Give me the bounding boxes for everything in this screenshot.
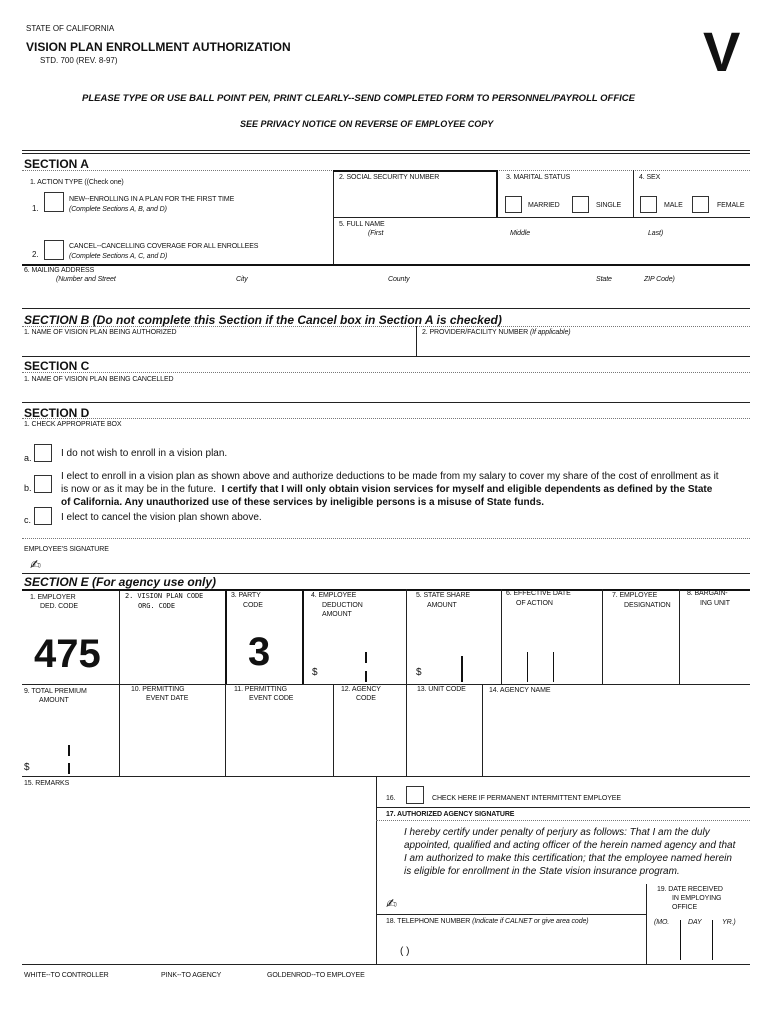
permanent-intermittent-label: CHECK HERE IF PERMANENT INTERMITTENT EMPLOYEE xyxy=(432,795,621,802)
option-c-letter: c. xyxy=(24,515,32,525)
ssn-label: 2. SOCIAL SECURITY NUMBER xyxy=(339,174,440,181)
employer-ded-code-value: 475 xyxy=(34,632,101,676)
effective-date-label: 6. EFFECTIVE DATE xyxy=(506,590,571,597)
permanent-intermittent-checkbox[interactable] xyxy=(406,786,424,804)
option-2-number: 2. xyxy=(32,250,39,259)
option-2-label: CANCEL--CANCELLING COVERAGE FOR ALL ENROLLEES xyxy=(69,243,259,250)
plan-cancelled-label: 1. NAME OF VISION PLAN BEING CANCELLED xyxy=(24,376,174,383)
day-hint: DAY xyxy=(688,919,702,926)
middle-name-hint: Middle xyxy=(510,230,531,237)
option-c-text: I elect to cancel the vision plan shown above. xyxy=(61,512,262,523)
event-date-label: EVENT DATE xyxy=(146,695,189,702)
event-code-label: EVENT CODE xyxy=(249,695,294,702)
agency-name-label: 14. AGENCY NAME xyxy=(489,687,551,694)
action-type-label: 1. ACTION TYPE ((Check one) xyxy=(30,179,124,186)
street-hint: (Number and Street xyxy=(56,276,116,283)
city-hint: City xyxy=(236,276,248,283)
employer-label: 1. EMPLOYER xyxy=(30,594,76,601)
female-label: FEMALE xyxy=(717,202,745,209)
party-code-value: 3 xyxy=(248,630,271,674)
pink-copy-label: PINK--TO AGENCY xyxy=(161,972,222,979)
section-d-title: SECTION D xyxy=(24,406,90,420)
deduction-label: DEDUCTION xyxy=(322,602,363,609)
check-appropriate-label: 1. CHECK APPROPRIATE BOX xyxy=(24,421,122,428)
office-label: OFFICE xyxy=(672,904,698,911)
employee-deduction-label: 4. EMPLOYEE xyxy=(311,592,357,599)
section-e-title: SECTION E (For agency use only) xyxy=(24,575,217,589)
telephone-label: 18. TELEPHONE NUMBER (Indicate if CALNET or give area code) xyxy=(386,918,589,925)
plan-authorized-label: 1. NAME OF VISION PLAN BEING AUTHORIZED xyxy=(24,329,177,336)
first-name-hint: (First xyxy=(368,230,384,237)
dollar-sign-5: $ xyxy=(416,667,422,678)
male-checkbox[interactable] xyxy=(640,196,657,213)
instruction-text: PLEASE TYPE OR USE BALL POINT PEN, PRINT CLEARLY--SEND COMPLETED FORM TO PERSONNEL/PAYROLL OFFICE xyxy=(82,93,635,104)
cancel-checkbox[interactable] xyxy=(44,240,64,260)
party-code-label: CODE xyxy=(243,602,263,609)
no-enroll-checkbox[interactable] xyxy=(34,444,52,462)
provider-number-label: 2. PROVIDER/FACILITY NUMBER (If applicable) xyxy=(422,329,571,336)
white-copy-label: WHITE--TO CONTROLLER xyxy=(24,972,109,979)
goldenrod-copy-label: GOLDENROD--TO EMPLOYEE xyxy=(267,972,365,979)
date-received-label: 19. DATE RECEIVED xyxy=(657,886,723,893)
new-enrolling-checkbox[interactable] xyxy=(44,192,64,212)
mailing-address-label: 6. MAILING ADDRESS xyxy=(24,267,95,274)
authorized-signature-field[interactable] xyxy=(400,886,640,912)
form-letter: V xyxy=(703,20,741,83)
remarks-label: 15. REMARKS xyxy=(24,780,70,787)
dollar-sign-4: $ xyxy=(312,667,318,678)
section-a-title: SECTION A xyxy=(24,157,89,171)
option-a-letter: a. xyxy=(24,453,32,463)
of-action-label: OF ACTION xyxy=(516,600,553,607)
female-checkbox[interactable] xyxy=(692,196,709,213)
party-label: 3. PARTY xyxy=(231,592,261,599)
male-label: MALE xyxy=(664,202,683,209)
ssn-input[interactable] xyxy=(333,170,498,217)
form-title: VISION PLAN ENROLLMENT AUTHORIZATION xyxy=(26,40,291,54)
option-b-text: I elect to enroll in a vision plan as shown above and authorize deductions to be made from my salary to cover my share of the cost of enrollment as it is now or as it may be in the future. I certify that I will only obtain vision services for myself and eligible dependents as defined by the State of California. Any unauthorized use of these services by ineligible persons is a misuse of State funds. xyxy=(61,471,719,508)
year-hint: YR.) xyxy=(722,919,736,926)
state-label: STATE OF CALIFORNIA xyxy=(26,24,115,33)
bargaining-unit-label: ING UNIT xyxy=(700,600,730,607)
privacy-notice: SEE PRIVACY NOTICE ON REVERSE OF EMPLOYEE COPY xyxy=(240,119,494,129)
zip-hint: ZIP Code) xyxy=(644,276,675,283)
permitting-event-date-label: 10. PERMITTING xyxy=(131,686,185,693)
bargaining-label: 8. BARGAIN- xyxy=(687,590,728,597)
state-share-label: 5. STATE SHARE xyxy=(416,592,470,599)
option-b-letter: b. xyxy=(24,483,32,493)
option-1-label: NEW--ENROLLING IN A PLAN FOR THE FIRST TIME xyxy=(69,196,235,203)
option-1-note: (Complete Sections A, B, and D) xyxy=(69,206,167,213)
amount-label-5: AMOUNT xyxy=(427,602,457,609)
option-1-number: 1. xyxy=(32,204,39,213)
last-name-hint: Last) xyxy=(648,230,664,237)
permitting-event-code-label: 11. PERMITTING xyxy=(234,686,287,693)
agency-code-sub-label: CODE xyxy=(356,695,376,702)
marital-status-label: 3. MARITAL STATUS xyxy=(506,174,571,181)
single-label: SINGLE xyxy=(596,202,622,209)
sex-label: 4. SEX xyxy=(639,174,661,181)
agency-code-label: 12. AGENCY xyxy=(341,686,381,693)
married-checkbox[interactable] xyxy=(505,196,522,213)
section-c-title: SECTION C xyxy=(24,359,90,373)
option-a-text: I do not wish to enroll in a vision plan. xyxy=(61,448,228,459)
married-label: MARRIED xyxy=(528,202,560,209)
total-premium-label: 9. TOTAL PREMIUM xyxy=(24,688,87,695)
unit-code-label: 13. UNIT CODE xyxy=(417,686,466,693)
employee-designation-label: 7. EMPLOYEE xyxy=(612,592,658,599)
pen-icon: ✍ xyxy=(30,557,41,572)
total-premium-amount-label: AMOUNT xyxy=(39,697,69,704)
employee-signature-field[interactable] xyxy=(22,556,382,572)
org-code-label: ORG. CODE xyxy=(138,602,176,610)
employee-signature-label: EMPLOYEE'S SIGNATURE xyxy=(24,546,109,553)
agency-pen-icon: ✍ xyxy=(386,896,397,911)
ded-code-label: DED. CODE xyxy=(40,603,78,610)
telephone-field[interactable]: ( ) xyxy=(400,946,410,957)
item-16-number: 16. xyxy=(386,795,396,802)
remarks-field[interactable] xyxy=(22,790,375,964)
amount-label-4: AMOUNT xyxy=(322,611,352,618)
full-name-label: 5. FULL NAME xyxy=(339,221,385,228)
certification-text: I hereby certify under penalty of perjury as follows: That I am the duly appointed, qualified and acting officer of the herein named agency and that I am authorized to make this certification; that the employee named herein is eligible for enrollment in the State vision insurance program. xyxy=(404,827,736,877)
dollar-sign-9: $ xyxy=(24,762,30,773)
designation-label: DESIGNATION xyxy=(624,602,671,609)
section-b-title: SECTION B (Do not complete this Section if the Cancel box in Section A is checked) xyxy=(24,313,502,327)
vision-plan-code-label: 2. VISION PLAN CODE xyxy=(125,592,204,600)
county-hint: County xyxy=(388,276,410,283)
month-hint: (MO. xyxy=(654,919,670,926)
authorized-signature-label: 17. AUTHORIZED AGENCY SIGNATURE xyxy=(386,811,515,818)
employing-label: IN EMPLOYING xyxy=(672,895,722,902)
single-checkbox[interactable] xyxy=(572,196,589,213)
form-number: STD. 700 (REV. 8-97) xyxy=(40,56,118,65)
state-hint: State xyxy=(596,276,612,283)
enroll-checkbox[interactable] xyxy=(34,475,52,493)
cancel-plan-checkbox[interactable] xyxy=(34,507,52,525)
option-2-note: (Complete Sections A, C, and D) xyxy=(69,253,168,260)
